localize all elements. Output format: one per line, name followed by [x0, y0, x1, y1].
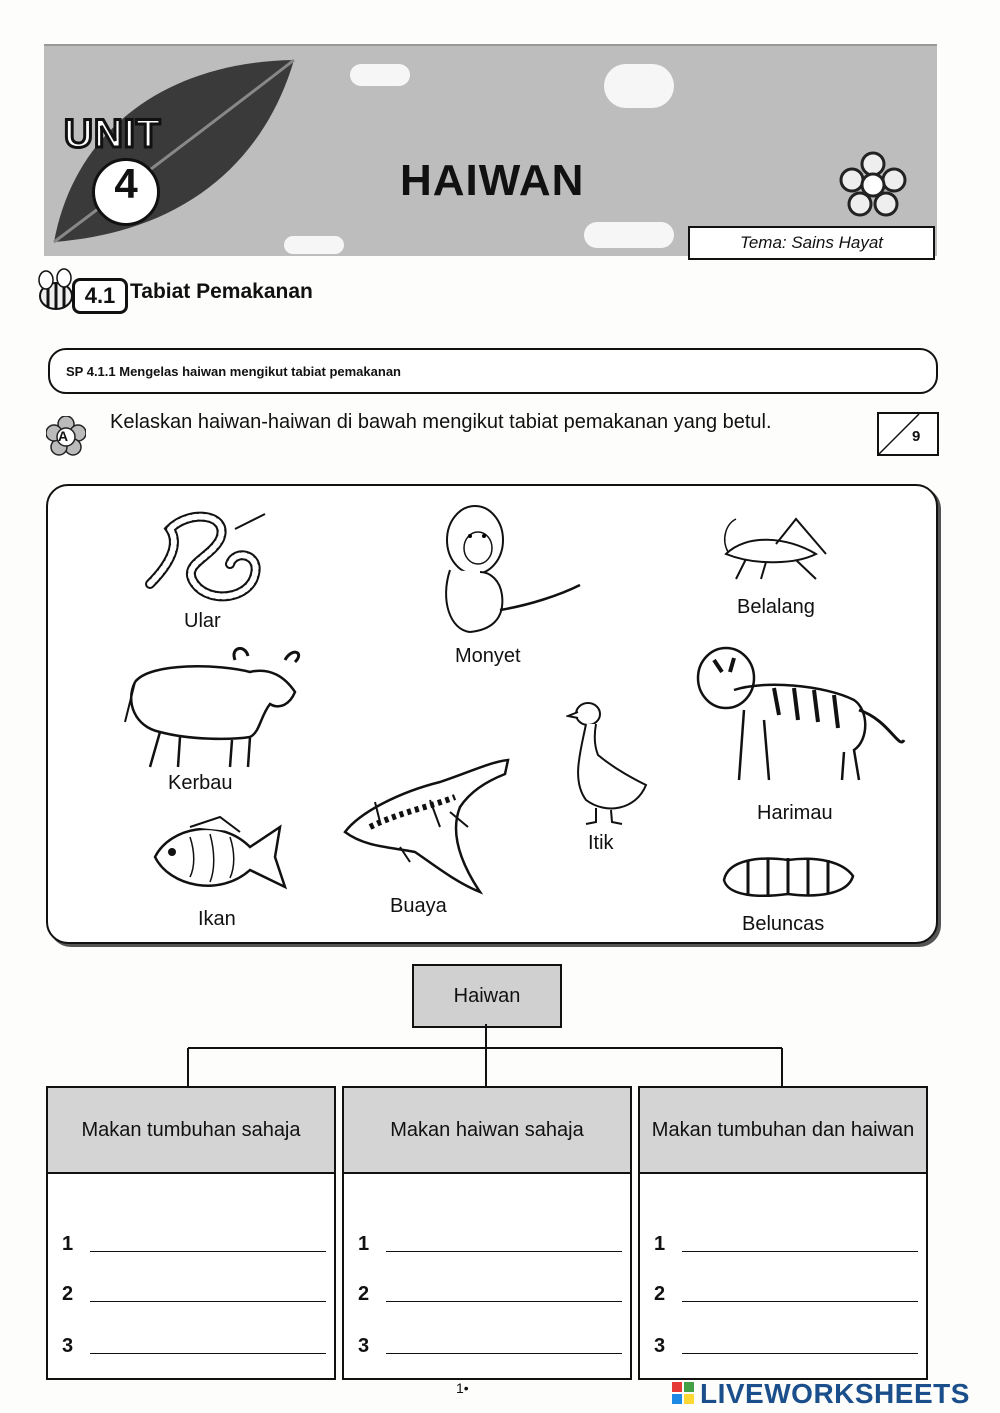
cloud-decoration: [584, 222, 674, 248]
fish-icon: [150, 812, 290, 902]
snake-icon: [140, 504, 270, 614]
answer-row[interactable]: [358, 1328, 622, 1358]
answer-row[interactable]: [654, 1328, 918, 1358]
tiger-icon: [694, 640, 914, 790]
animal-label-kerbau: Kerbau: [168, 772, 233, 794]
cloud-decoration: [350, 64, 410, 86]
answer-line[interactable]: [90, 1251, 326, 1252]
animal-label-ikan: Ikan: [198, 908, 236, 930]
column-herbivore: [46, 1086, 336, 1380]
row-number: 1: [358, 1233, 370, 1255]
answer-line[interactable]: [386, 1301, 622, 1302]
standard-text: SP 4.1.1 Mengelas haiwan mengikut tabiat pemakanan: [66, 364, 401, 379]
score-total: 9: [912, 428, 921, 445]
answer-row[interactable]: [358, 1276, 622, 1306]
section-title: Tabiat Pemakanan: [130, 280, 313, 303]
brand-watermark[interactable]: LIVEWORKSHEETS: [700, 1378, 970, 1409]
animal-label-ular: Ular: [184, 610, 221, 632]
column-heading: Makan haiwan sahaja: [344, 1088, 630, 1174]
answer-line[interactable]: [682, 1301, 918, 1302]
cloud-decoration: [604, 64, 674, 108]
row-number: 3: [62, 1335, 74, 1357]
row-number: 1: [62, 1233, 74, 1255]
answer-row[interactable]: [654, 1226, 918, 1256]
answer-line[interactable]: [90, 1301, 326, 1302]
answer-line[interactable]: [386, 1251, 622, 1252]
section-number: 4.1: [72, 278, 128, 314]
root-box: Haiwan: [412, 964, 562, 1028]
column-carnivore: [342, 1086, 632, 1380]
answer-row[interactable]: [62, 1276, 326, 1306]
page-number: 1•: [456, 1380, 469, 1396]
answer-line[interactable]: [682, 1353, 918, 1354]
animal-label-buaya: Buaya: [390, 895, 447, 917]
instruction-text: Kelaskan haiwan-haiwan di bawah mengikut tabiat pemakanan yang betul.: [110, 411, 772, 433]
theme-label: Tema: Sains Hayat: [688, 226, 935, 260]
answer-line[interactable]: [90, 1353, 326, 1354]
buffalo-icon: [120, 642, 310, 772]
bee-icon: [32, 266, 76, 316]
row-number: 2: [62, 1283, 74, 1305]
column-omnivore: [638, 1086, 928, 1380]
row-number: 1: [654, 1233, 666, 1255]
score-box: [877, 412, 939, 456]
animal-label-harimau: Harimau: [757, 802, 833, 824]
answer-line[interactable]: [386, 1353, 622, 1354]
answer-row[interactable]: [62, 1226, 326, 1256]
flower-icon: [838, 150, 908, 220]
column-heading: Makan tumbuhan dan haiwan: [640, 1088, 926, 1174]
answer-row[interactable]: [62, 1328, 326, 1358]
answer-row[interactable]: [358, 1226, 622, 1256]
liveworksheets-logo-icon: [672, 1382, 694, 1404]
column-heading: Makan tumbuhan sahaja: [48, 1088, 334, 1174]
row-number: 2: [654, 1283, 666, 1305]
row-number: 3: [654, 1335, 666, 1357]
unit-label: UNIT: [64, 112, 162, 156]
row-number: 2: [358, 1283, 370, 1305]
crocodile-icon: [340, 752, 520, 902]
animal-label-belalang: Belalang: [737, 596, 815, 618]
grasshopper-icon: [716, 514, 836, 584]
duck-icon: [566, 700, 656, 830]
page-title: HAIWAN: [400, 156, 585, 205]
animal-label-monyet: Monyet: [455, 645, 521, 667]
answer-row[interactable]: [654, 1276, 918, 1306]
animal-label-beluncas: Beluncas: [742, 913, 825, 935]
row-number: 3: [358, 1335, 370, 1357]
tree-connectors: [0, 1024, 1000, 1088]
exercise-badge-label: A: [58, 428, 69, 444]
unit-number: 4: [114, 160, 138, 207]
monkey-icon: [430, 500, 590, 640]
animal-label-itik: Itik: [588, 832, 614, 854]
caterpillar-icon: [718, 850, 860, 904]
answer-line[interactable]: [682, 1251, 918, 1252]
